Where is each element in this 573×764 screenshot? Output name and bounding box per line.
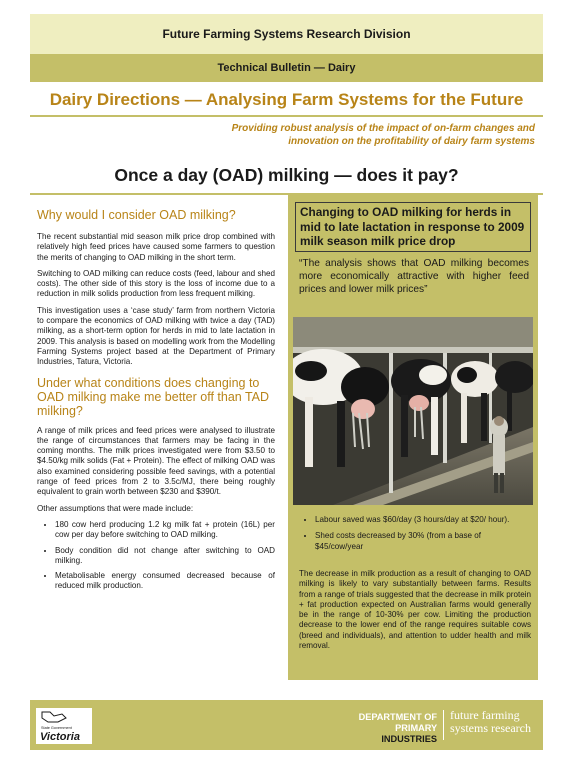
sidebar-box (288, 195, 538, 680)
headline: Once a day (OAD) milking — does it pay? (114, 165, 459, 185)
list-item: • 180 cow herd producing 1.2 kg milk fat + protein (16L) per cow per day before switching to OAD milking. (55, 520, 275, 541)
paragraph-1: The recent substantial mid season milk price drop combined with relatively high feed prices have caused some farmers to question the merits of changing to OAD milking in the short term. (37, 232, 275, 262)
footer-band (30, 700, 543, 750)
footer-divider (443, 710, 444, 740)
dpi-logo (342, 712, 437, 745)
state-government-label: State Government (41, 726, 72, 730)
list-item: • Metabolisable energy consumed decreased because of reduced milk production. (55, 571, 275, 592)
callout-quote: “The analysis shows that OAD milking becomes more economically attractive with higher feed prices and lower milk prices” (299, 258, 529, 295)
milking-shed-illustration (293, 317, 533, 505)
assumptions-list (37, 520, 275, 592)
paragraph-2: Switching to OAD milking can reduce costs (feed, labour and shed costs). The other side of this story is the loss of income due to a reduction in milk solids production from less frequent milking. (37, 268, 275, 299)
milking-shed-photo (293, 317, 533, 505)
dpi-line-2b: INDUSTRIES (381, 734, 437, 744)
division-title: Future Farming Systems Research Division (162, 27, 411, 41)
bulletin-band (30, 54, 543, 82)
section-heading-why: Why would I consider OAD milking? (37, 208, 236, 222)
ffsr-line-2: systems research (450, 721, 531, 735)
callout-title: Changing to OAD milking for herds in mid to late lactation in response to 2009 milk season milk price drop (295, 202, 531, 252)
left-column (37, 208, 275, 597)
paragraph-5: Other assumptions that were made include: (37, 503, 194, 513)
dpi-line-2a: PRIMARY (395, 723, 437, 733)
savings-list (299, 515, 529, 558)
paragraph-3: This investigation uses a ‘case study’ farm from northern Victoria to compare the economics of OAD milking with twice a day (TAD) milking, as a short-term option for herds in mid to late lactation in 2009. This analysis is based on modelling work from the Modelling Farming Systems project based at the Department of Primary Industries, Tatura, Victoria. (37, 305, 275, 367)
list-item: • Shed costs decreased by 30% (from a base of $45/cow/year (315, 531, 529, 552)
section-heading-conditions: Under what conditions does changing to OAD milking make me better off than TAD milking? (37, 375, 270, 418)
page-title: Dairy Directions — Analysing Farm Systems for the Future (49, 90, 524, 109)
ffsr-logo (450, 709, 540, 735)
list-item: • Body condition did not change after switching to OAD milking. (55, 546, 275, 567)
victoria-logo (36, 708, 92, 744)
victoria-wordmark: Victoria (40, 731, 80, 743)
title-rule (30, 115, 543, 117)
bulletin-label: Technical Bulletin — Dairy (217, 62, 356, 74)
production-paragraph: The decrease in milk production as a result of changing to OAD milking is likely to vary substantially between farms. Results from a range of trials suggested that the decrease in milk protein + fat production expected on Australian farms would generally be in the range of 10-30% per cow. Limiting the production decrease to the lower end of the range requires suitable cows (breed and individuals), and attention to udder health and milk removal. (299, 569, 531, 651)
list-item: • Labour saved was $60/day (3 hours/day at $20/ hour). (315, 515, 529, 525)
dpi-line-1: DEPARTMENT OF (358, 712, 437, 722)
subtitle-line-1: Providing robust analysis of the impact of on-farm changes and (231, 123, 535, 134)
ffsr-line-1: future farming (450, 708, 520, 722)
subtitle-line-2: innovation on the profitability of dairy farm systems (288, 136, 535, 147)
paragraph-4: A range of milk prices and feed prices were analysed to illustrate the range of circumstances that farmers may be facing in the coming months. The milk prices investigated were from $3.50 to $4.50/kg milk solids (Fat + Protein). The effect of milking OAD was also examined considering possible feed savings, with a potential range of feed prices from 2 to 3.5c/MJ, there being roughly equivalent to grain worth between $230 and $390/t. (37, 425, 275, 497)
division-band (30, 14, 543, 54)
page-subtitle (150, 122, 535, 148)
